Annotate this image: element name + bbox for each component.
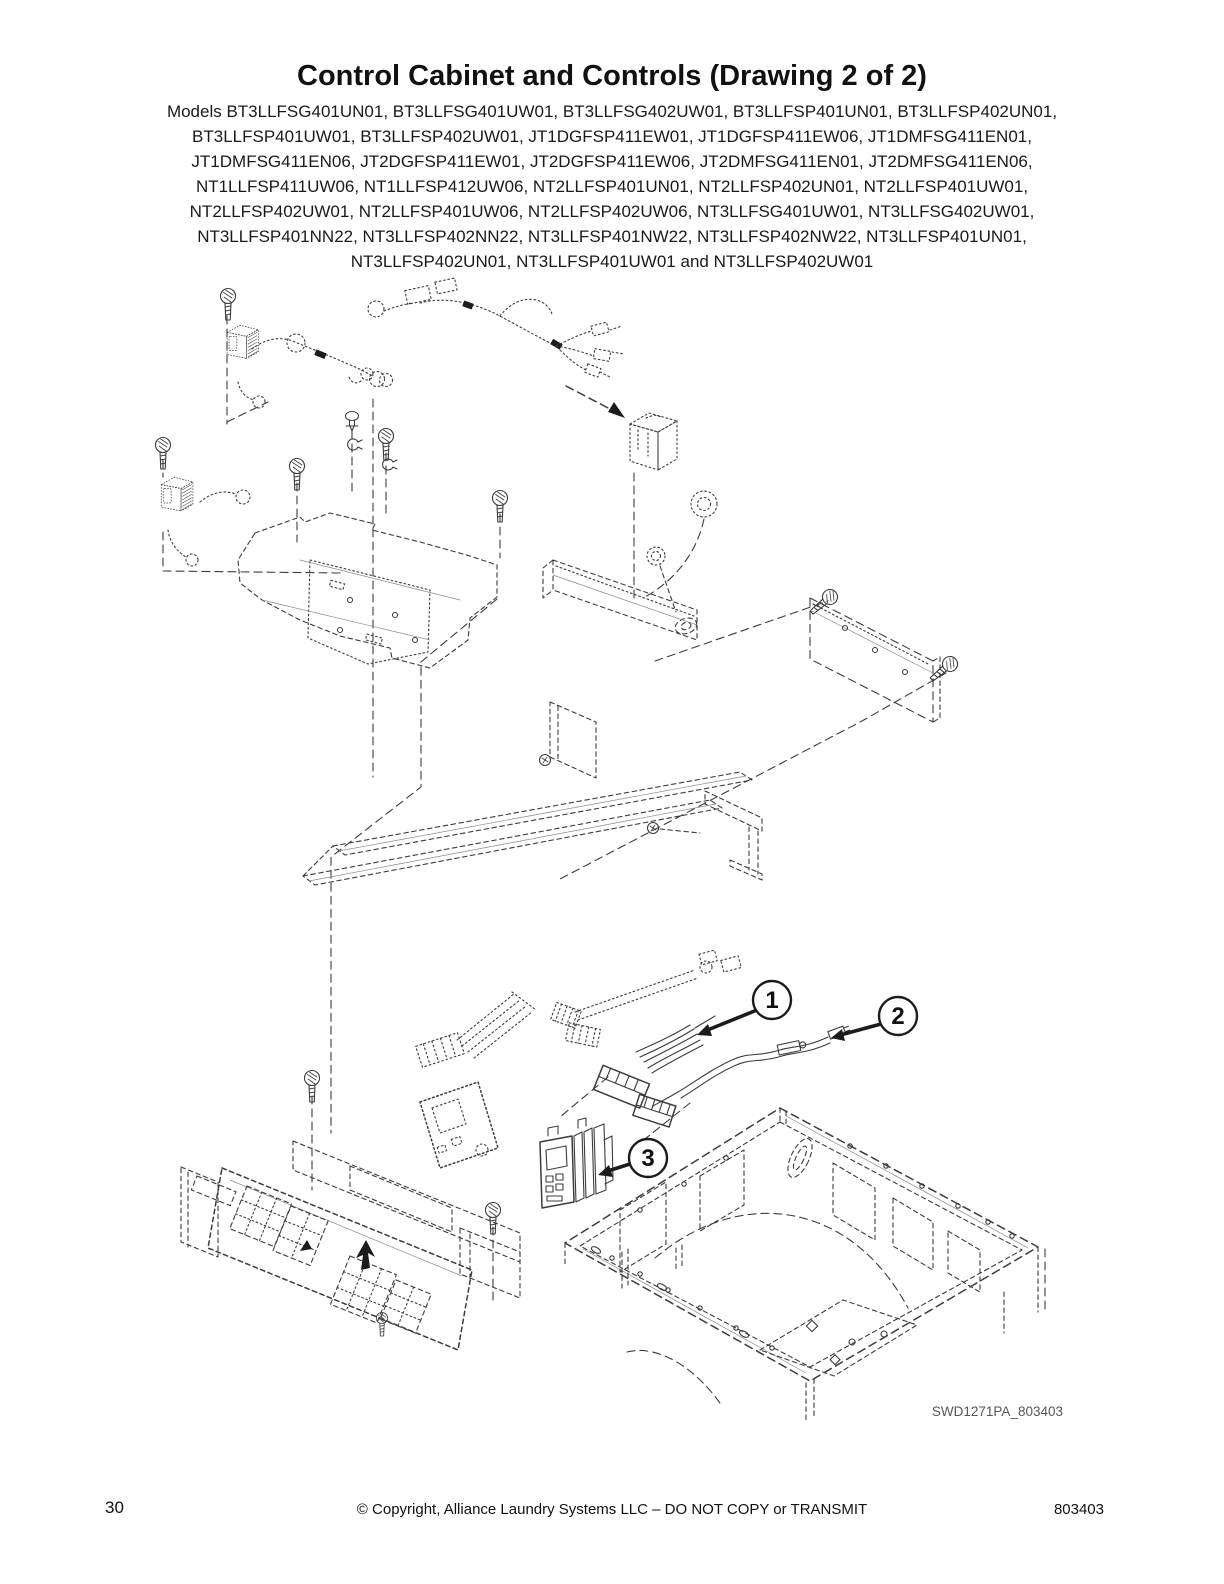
- callout-2: [831, 997, 917, 1041]
- screw-icons: [156, 289, 961, 1337]
- side-bracket: [810, 598, 940, 722]
- model-list-line: NT3LLFSP402UN01, NT3LLFSP401UW01 and NT3LLFSP402UW01: [350, 252, 874, 271]
- timer-control: [540, 1118, 613, 1208]
- callout-3-number: 3: [641, 1145, 655, 1172]
- model-list-line: NT2LLFSP402UW01, NT2LLFSP401UW06, NT2LLFSP402UW06, NT3LLFSG401UW01, NT3LLFSG402UW01,: [189, 202, 1035, 221]
- console-assembly: [181, 1141, 520, 1350]
- callout-1-number: 1: [765, 987, 779, 1014]
- model-list-line: NT3LLFSP401NN22, NT3LLFSP402NN22, NT3LLFSP401NW22, NT3LLFSP402NW22, NT3LLFSP401UN01,: [197, 227, 1027, 246]
- model-list-line: NT1LLFSP411UW06, NT1LLFSP412UW06, NT2LLFSP401UN01, NT2LLFSP402UN01, NT2LLFSP401UW01,: [195, 177, 1029, 196]
- upper-rail: [543, 560, 697, 778]
- grommet: [647, 491, 717, 637]
- document-number: 803403: [1053, 1501, 1104, 1518]
- callout-2-number: 2: [891, 1003, 905, 1030]
- callout-1: [697, 981, 791, 1036]
- callout-3: [598, 1139, 667, 1177]
- copyright-text: © Copyright, Alliance Laundry Systems LLC – DO NOT COPY or TRANSMIT: [356, 1501, 868, 1518]
- model-list-line: Models BT3LLFSG401UN01, BT3LLFSG401UW01, BT3LLFSG402UW01, BT3LLFSP401UN01, BT3LLFSP402UN01,: [166, 102, 1058, 121]
- wire-harness-middle: [551, 950, 742, 1028]
- page-title: Control Cabinet and Controls (Drawing 2 of 2): [297, 60, 927, 92]
- transformer-coil-upper: [227, 325, 384, 408]
- model-list-line: JT1DMFSG411EN06, JT2DGFSP411EW01, JT2DGFSP411EW06, JT2DMFSG411EN01, JT2DMFSG411EN06,: [191, 152, 1033, 171]
- connector-block: [630, 413, 704, 598]
- mounting-plate: [238, 513, 497, 668]
- wire-harness-top: [349, 278, 624, 386]
- part-1-harness: [593, 1016, 720, 1108]
- console-rails: [303, 772, 752, 885]
- transformer-coil-lower: [161, 477, 250, 566]
- guide-lines: [163, 316, 946, 1300]
- part-2-cable: [633, 1024, 850, 1127]
- page-number: 30: [105, 1498, 124, 1517]
- assembly-arrow: [566, 386, 625, 418]
- drawing-reference: SWD1271PA_803403: [931, 1404, 1063, 1419]
- model-list-line: BT3LLFSP401UW01, BT3LLFSP402UW01, JT1DGFSP411EW01, JT1DGFSP411EW06, JT1DMFSG411EN01,: [192, 127, 1032, 146]
